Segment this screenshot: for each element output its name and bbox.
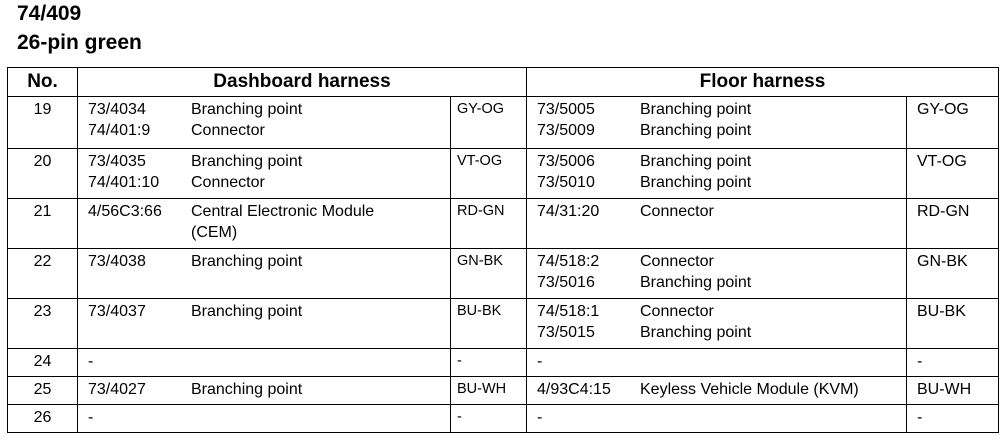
floor-wire-line xyxy=(537,272,906,293)
floor-wire-id: 74/518:1 xyxy=(537,303,600,320)
floor-wire-description: Branching point xyxy=(640,274,752,291)
floor-wire-id: 73/5016 xyxy=(537,274,595,291)
pinout-table xyxy=(7,67,999,433)
floor-harness-wires xyxy=(527,199,907,249)
dashboard-wire-description: Branching point xyxy=(191,101,303,118)
floor-wire-description: Branching point xyxy=(640,324,752,341)
floor-wire-id: 74/31:20 xyxy=(537,203,600,220)
table-body xyxy=(8,97,999,433)
floor-wire-color: GY-OG xyxy=(907,97,999,149)
pin-number: 24 xyxy=(8,349,78,377)
table-row xyxy=(8,97,999,149)
dashboard-wire-line xyxy=(88,222,450,243)
floor-wire-description: Branching point xyxy=(640,174,752,191)
dashboard-harness-wires xyxy=(78,97,451,149)
dashboard-wire-color: VT-OG xyxy=(451,149,527,199)
dashboard-wire-color: GY-OG xyxy=(451,97,527,149)
floor-wire-color: - xyxy=(907,349,999,377)
dashboard-wire-line xyxy=(88,120,450,141)
floor-harness-wires xyxy=(527,97,907,149)
pin-number: 19 xyxy=(8,97,78,149)
pin-number: 20 xyxy=(8,149,78,199)
dashboard-wire-line xyxy=(88,172,450,193)
dashboard-wire-description: Central Electronic Module xyxy=(191,203,375,220)
floor-wire-id: - xyxy=(537,409,543,426)
dashboard-wire-id: 4/56C3:66 xyxy=(88,203,162,220)
floor-harness-wires xyxy=(527,299,907,349)
dashboard-wire-color: - xyxy=(451,349,527,377)
dashboard-wire-description: (CEM) xyxy=(191,224,238,241)
dashboard-wire-id: 73/4038 xyxy=(88,253,146,270)
dashboard-wire-line xyxy=(88,251,450,272)
table-row xyxy=(8,249,999,299)
floor-harness-wires xyxy=(527,149,907,199)
floor-wire-color: - xyxy=(907,405,999,433)
floor-wire-description: Branching point xyxy=(640,153,752,170)
dashboard-wire-description: Connector xyxy=(191,122,265,139)
pin-number: 22 xyxy=(8,249,78,299)
dashboard-wire-color: RD-GN xyxy=(451,199,527,249)
dashboard-wire-id: 73/4035 xyxy=(88,153,146,170)
floor-wire-description: Connector xyxy=(640,303,714,320)
dashboard-wire-description: Branching point xyxy=(191,381,303,398)
dashboard-wire-line xyxy=(88,351,450,372)
dashboard-harness-wires xyxy=(78,377,451,405)
floor-harness-wires xyxy=(527,377,907,405)
floor-wire-line xyxy=(537,301,906,322)
table-row xyxy=(8,377,999,405)
table-header-row xyxy=(8,68,999,97)
dashboard-harness-wires xyxy=(78,149,451,199)
floor-wire-line xyxy=(537,99,906,120)
column-header-dashboard-harness: Dashboard harness xyxy=(78,68,527,97)
dashboard-wire-id: - xyxy=(88,353,94,370)
floor-wire-line xyxy=(537,379,906,400)
floor-wire-id: 73/5015 xyxy=(537,324,595,341)
floor-harness-wires xyxy=(527,349,907,377)
floor-wire-id: 73/5005 xyxy=(537,101,595,118)
dashboard-wire-id: 73/4037 xyxy=(88,303,146,320)
floor-wire-line xyxy=(537,120,906,141)
floor-wire-id: 73/5009 xyxy=(537,122,595,139)
floor-wire-description: Keyless Vehicle Module (KVM) xyxy=(640,381,859,398)
dashboard-wire-line xyxy=(88,151,450,172)
table-row xyxy=(8,199,999,249)
dashboard-harness-wires xyxy=(78,349,451,377)
dashboard-harness-wires xyxy=(78,299,451,349)
floor-wire-id: 74/518:2 xyxy=(537,253,600,270)
connector-subtitle: 26-pin green xyxy=(17,31,142,54)
floor-wire-color: BU-WH xyxy=(907,377,999,405)
dashboard-wire-description: Branching point xyxy=(191,303,303,320)
table-row xyxy=(8,405,999,433)
floor-wire-line xyxy=(537,407,906,428)
dashboard-wire-line xyxy=(88,407,450,428)
floor-wire-line xyxy=(537,201,906,222)
floor-wire-id: - xyxy=(537,353,543,370)
floor-wire-id: 73/5010 xyxy=(537,174,595,191)
dashboard-wire-line xyxy=(88,99,450,120)
column-header-floor-harness: Floor harness xyxy=(527,68,999,97)
floor-wire-id: 73/5006 xyxy=(537,153,595,170)
dashboard-wire-color: BU-BK xyxy=(451,299,527,349)
floor-harness-wires xyxy=(527,249,907,299)
dashboard-wire-id: 74/401:10 xyxy=(88,174,160,191)
dashboard-harness-wires xyxy=(78,405,451,433)
column-header-no: No. xyxy=(8,68,78,97)
dashboard-wire-color: BU-WH xyxy=(451,377,527,405)
dashboard-wire-id: - xyxy=(88,409,94,426)
dashboard-wire-id: 73/4027 xyxy=(88,381,146,398)
dashboard-wire-description: Connector xyxy=(191,174,265,191)
floor-wire-color: BU-BK xyxy=(907,299,999,349)
floor-wire-color: RD-GN xyxy=(907,199,999,249)
table-row xyxy=(8,149,999,199)
dashboard-wire-description: Branching point xyxy=(191,253,303,270)
dashboard-wire-line xyxy=(88,301,450,322)
floor-wire-description: Branching point xyxy=(640,122,752,139)
dashboard-harness-wires xyxy=(78,199,451,249)
dashboard-wire-line xyxy=(88,379,450,400)
floor-wire-description: Branching point xyxy=(640,101,752,118)
floor-wire-line xyxy=(537,151,906,172)
pin-number: 25 xyxy=(8,377,78,405)
pin-number: 21 xyxy=(8,199,78,249)
table-row xyxy=(8,349,999,377)
floor-wire-color: VT-OG xyxy=(907,149,999,199)
floor-wire-id: 4/93C4:15 xyxy=(537,381,611,398)
dashboard-wire-color: GN-BK xyxy=(451,249,527,299)
dashboard-wire-color: - xyxy=(451,405,527,433)
dashboard-wire-id: 73/4034 xyxy=(88,101,146,118)
dashboard-wire-id: 74/401:9 xyxy=(88,122,151,139)
table-row xyxy=(8,299,999,349)
floor-wire-line xyxy=(537,172,906,193)
floor-wire-description: Connector xyxy=(640,253,714,270)
floor-wire-line xyxy=(537,251,906,272)
dashboard-wire-description: Branching point xyxy=(191,153,303,170)
floor-wire-line xyxy=(537,351,906,372)
floor-harness-wires xyxy=(527,405,907,433)
floor-wire-color: GN-BK xyxy=(907,249,999,299)
pin-number: 26 xyxy=(8,405,78,433)
dashboard-harness-wires xyxy=(78,249,451,299)
dashboard-wire-line xyxy=(88,201,450,222)
connector-code: 74/409 xyxy=(17,2,82,25)
floor-wire-line xyxy=(537,322,906,343)
pin-number: 23 xyxy=(8,299,78,349)
floor-wire-description: Connector xyxy=(640,203,714,220)
